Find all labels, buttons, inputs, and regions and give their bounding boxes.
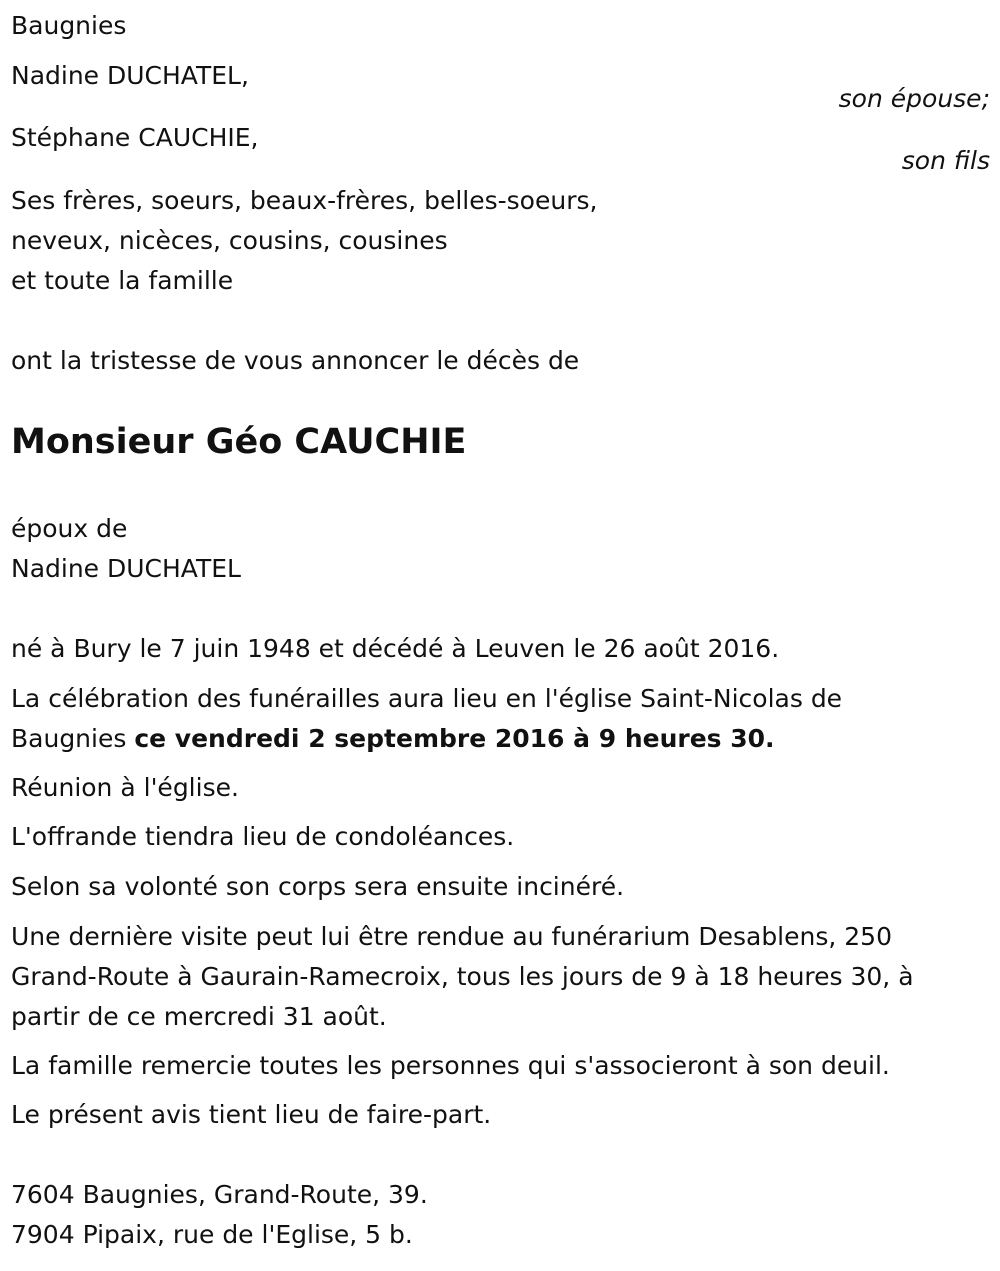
spouse-of-label: époux de <box>11 514 128 543</box>
relatives-line-1: Ses frères, soeurs, beaux-frères, belles-soeurs, <box>11 186 598 215</box>
spouse-role: son épouse; <box>838 84 990 113</box>
announcement-text: ont la tristesse de vous annoncer le décès de <box>11 346 580 375</box>
visit-line-3: partir de ce mercredi 31 août. <box>11 1002 387 1031</box>
cremation-line: Selon sa volonté son corps sera ensuite incinéré. <box>11 872 625 901</box>
spouse-name: Nadine DUCHATEL, <box>11 61 249 90</box>
address-line-1: 7604 Baugnies, Grand-Route, 39. <box>11 1180 428 1209</box>
notice-line: Le présent avis tient lieu de faire-part. <box>11 1100 492 1129</box>
relatives-line-2: neveux, nicèces, cousins, cousines <box>11 226 448 255</box>
funeral-line-1: La célébration des funérailles aura lieu en l'église Saint-Nicolas de <box>11 684 843 713</box>
birth-death-line: né à Bury le 7 juin 1948 et décédé à Leuven le 26 août 2016. <box>11 634 780 663</box>
address-line-2: 7904 Pipaix, rue de l'Eglise, 5 b. <box>11 1220 413 1249</box>
deceased-name: Monsieur Géo CAUCHIE <box>11 422 467 462</box>
offering-line: L'offrande tiendra lieu de condoléances. <box>11 822 515 851</box>
son-role: son fils <box>901 146 990 175</box>
funeral-place: Baugnies <box>11 724 135 753</box>
town-heading: Baugnies <box>11 11 127 40</box>
son-name: Stéphane CAUCHIE, <box>11 123 259 152</box>
meeting-line: Réunion à l'église. <box>11 773 239 802</box>
relatives-line-3: et toute la famille <box>11 266 234 295</box>
visit-line-2: Grand-Route à Gaurain-Ramecroix, tous les jours de 9 à 18 heures 30, à <box>11 962 914 991</box>
thanks-line: La famille remercie toutes les personnes qui s'associeront à son deuil. <box>11 1051 890 1080</box>
funeral-line-2 <box>11 719 775 759</box>
visit-line-1: Une dernière visite peut lui être rendue au funérarium Desablens, 250 <box>11 922 892 951</box>
spouse-of-name: Nadine DUCHATEL <box>11 554 241 583</box>
funeral-date: ce vendredi 2 septembre 2016 à 9 heures 30. <box>134 724 775 753</box>
